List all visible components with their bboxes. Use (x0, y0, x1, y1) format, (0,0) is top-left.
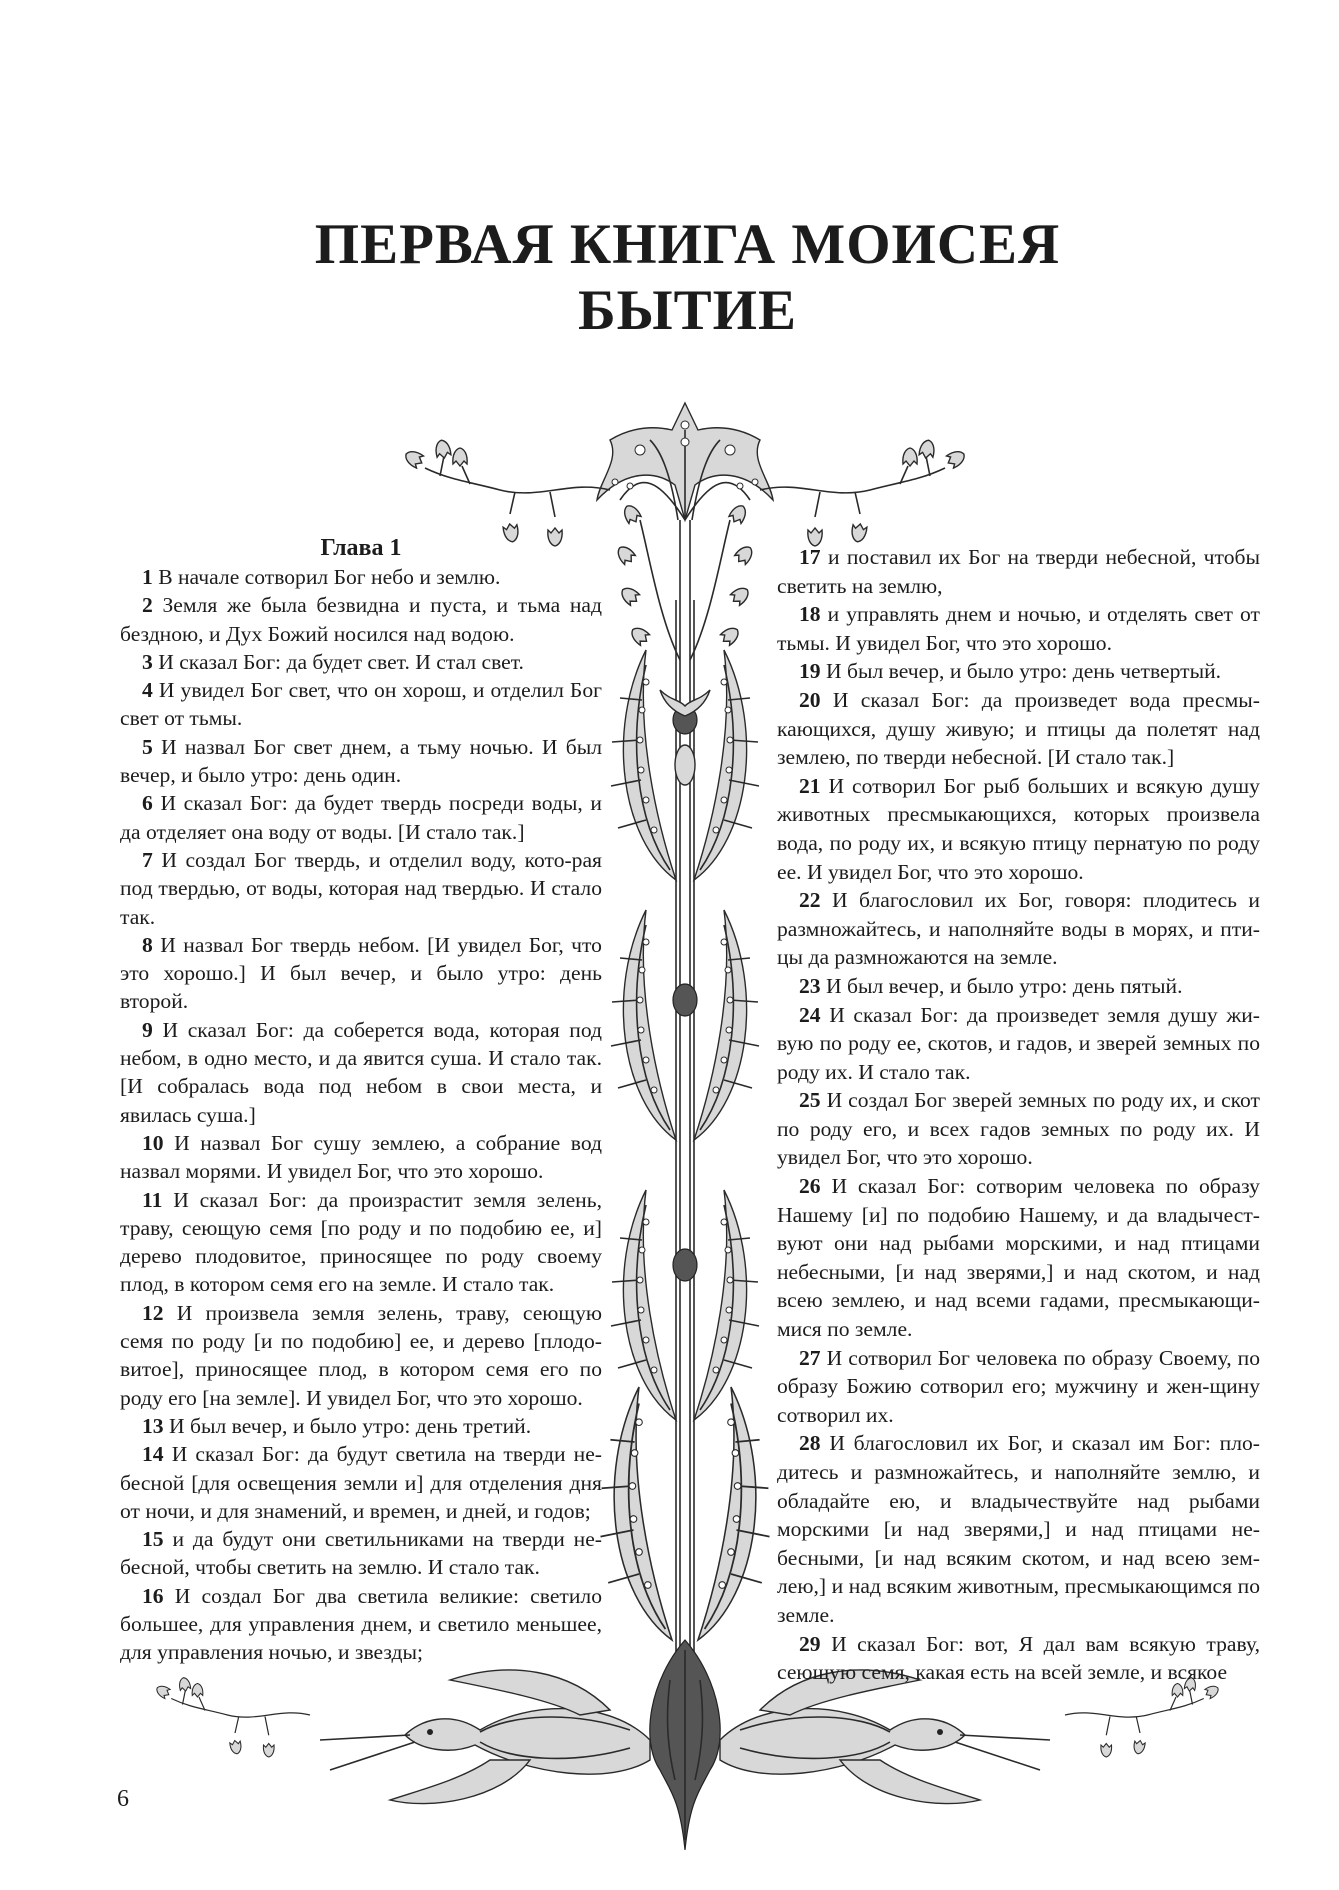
verse-text: И сказал Бог: да будут светила на тверди не-бесной [для освещения земли и] для отделения дня от ночи, и для знамений, и времен, и дней, и годов; (120, 1442, 602, 1523)
verse-number: 22 (799, 888, 821, 913)
verse-text: И создал Бог два светила великие: светило большее, для управления днем, и светило меньшее, для управления ночью, и звезды; (120, 1583, 602, 1665)
verse-number: 8 (142, 932, 153, 957)
verse-number: 23 (799, 973, 821, 998)
verse-text: И благословил их Бог, говоря: плодитесь и размножайтесь, и наполняйте воды в морях, и пти-цы да размножаются на земле. (777, 888, 1260, 970)
verse (120, 733, 602, 790)
verse-text: И был вечер, и было утро: день третий. (169, 1413, 532, 1438)
verse-text: И создал Бог зверей земных по роду их, и скот по роду его, и всех гадов земных по роду их. И увидел Бог, что это хорошо. (777, 1088, 1260, 1170)
page-number: 6 (117, 1786, 129, 1812)
verse-number: 19 (799, 659, 821, 684)
verse (120, 563, 602, 591)
verse-number: 16 (142, 1583, 164, 1608)
verse-number: 4 (142, 678, 153, 703)
verse-number: 21 (799, 773, 821, 798)
verse-text: И сотворил Бог рыб больших и всякую душу животных пресмыкающихся, которых произвела вода, по роду их, и всякую птицу пернатую по роду ее. И увидел Бог, что это хорошо. (777, 773, 1260, 884)
verse-number: 12 (142, 1300, 164, 1325)
verse-text: В начале сотворил Бог небо и землю. (158, 565, 501, 589)
verse-number: 6 (142, 791, 153, 816)
verse-number: 5 (142, 734, 153, 759)
verse-number: 1 (142, 565, 153, 589)
verse-number: 13 (142, 1413, 164, 1438)
verse (120, 1129, 602, 1186)
verse-number: 27 (799, 1345, 821, 1370)
verse-text: И сказал Бог: да будет твердь посреди воды, и да отделяет она воду от воды. [И стало так.] (120, 791, 602, 844)
verse-text: и управлять днем и ночью, и отделять свет от тьмы. И увидел Бог, что это хорошо. (777, 602, 1260, 655)
ornament-leaves (601, 650, 770, 1640)
verse-number: 24 (799, 1002, 821, 1027)
verse-text: И создал Бог твердь, и отделил воду, кото-рая под твердью, от воды, которая над твердью. И стало так. (120, 847, 602, 929)
book-title-line-2: БЫТИЕ (577, 279, 798, 342)
verse-number: 17 (799, 545, 821, 569)
verse (120, 648, 602, 676)
verse-number: 10 (142, 1130, 164, 1155)
verse (777, 1630, 1260, 1687)
verse-text: И сказал Бог: да будет свет. И стал свет. (158, 649, 524, 674)
verse (777, 772, 1260, 886)
verse (777, 1086, 1260, 1172)
verse (120, 931, 602, 1016)
verse-number: 14 (142, 1442, 164, 1467)
verse (120, 591, 602, 648)
verse-number: 18 (799, 602, 821, 627)
verse-text: И сказал Бог: да произрастит земля зелень, траву, сеющую семя [по роду и по подобию ее, и] дерево плодовитое, приносящее по роду своему плод, в котором семя его на земле. И стало так. (120, 1187, 602, 1297)
verse (777, 1344, 1260, 1430)
verse-text: И назвал Бог свет днем, а тьму ночью. И был вечер, и было утро: день один. (120, 734, 602, 788)
verse-text: И сказал Бог: вот, Я дал вам всякую траву, сеющую семя, какая есть на всей земле, и всякое (777, 1631, 1260, 1685)
verse-text: И назвал Бог твердь небом. [И увидел Бог, что это хорошо.] И был вечер, и было утро: день второй. (120, 932, 602, 1014)
verse-text: И произвела земля зелень, траву, сеющую семя по роду [и по подобию] ее, и дерево [плодо-витое], приносящее плод, в котором семя его по роду его [на земле]. И увидел Бог, что это хорошо. (120, 1300, 602, 1410)
verse (777, 972, 1260, 1001)
verse-number: 26 (799, 1174, 821, 1199)
verse-number: 20 (799, 687, 821, 712)
ornament-crown (597, 403, 773, 520)
verse (120, 1016, 602, 1129)
verse (777, 1429, 1260, 1629)
verse (120, 789, 602, 846)
verse (777, 1172, 1260, 1344)
verse-text: И сказал Бог: да соберется вода, которая под небом, в одно место, и да явится суша. И стало так. [И собралась вода под небом в свои места, и явилась суша.] (120, 1017, 602, 1127)
verse-number: 25 (799, 1088, 821, 1113)
verse-text: и да будут они светильниками на тверди не-бесной, чтобы светить на землю. И стало так. (120, 1527, 602, 1580)
verse-list-right (777, 543, 1260, 1687)
verse (120, 1582, 602, 1667)
verse-number: 28 (799, 1431, 821, 1456)
verse (777, 686, 1260, 772)
verse-number: 15 (142, 1527, 164, 1552)
verse-text: И сказал Бог: сотворим человека по образу Нашему [и] по подобию Нашему, и да владычест-вуют они над рыбами морскими, и над птицами небесными, [и над зверями,] и над скотом, и над всею землею, и над всеми гадами, пресмыкающи-мися по земле. (777, 1174, 1260, 1342)
verse (120, 1440, 602, 1525)
verse (120, 1525, 602, 1582)
verse-text: И сказал Бог: да произведет вода пресмы-кающихся, душу живую; и птицы да полетят над землею, по тверди небесной. [И стало так.] (777, 687, 1260, 770)
verse-number: 7 (142, 847, 153, 872)
verse-text: И назвал Бог сушу землею, а собрание вод назвал морями. И увидел Бог, что это хорошо. (120, 1130, 602, 1184)
verse (120, 846, 602, 931)
verse (777, 1001, 1260, 1087)
verse-number: 9 (142, 1017, 153, 1042)
verse-text: И сотворил Бог человека по образу Своему, по образу Божию сотворил его; мужчину и жен-щину сотворил их. (777, 1345, 1260, 1427)
verse-text: Земля же была безвидна и пуста, и тьма над бездною, и Дух Божий носился над водою. (120, 593, 602, 646)
verse (777, 600, 1260, 657)
verse-number: 29 (799, 1631, 821, 1656)
verse (777, 543, 1260, 600)
verse (120, 1299, 602, 1412)
verse-text: И был вечер, и было утро: день пятый. (826, 973, 1183, 998)
verse-text: И увидел Бог свет, что он хорош, и отделил Бог свет от тьмы. (120, 678, 602, 731)
right-text-column (777, 543, 1260, 1687)
verse (777, 886, 1260, 972)
verse (777, 657, 1260, 686)
book-title (0, 212, 1339, 344)
verse-number: 11 (142, 1187, 163, 1212)
verse (120, 1412, 602, 1440)
verse-text: И был вечер, и было утро: день четвертый. (826, 659, 1222, 684)
verse-list-left (120, 563, 602, 1667)
book-title-line-1: ПЕРВАЯ КНИГА МОИСЕЯ (314, 213, 1061, 276)
verse-text: и поставил их Бог на тверди небесной, чтобы светить на землю, (777, 545, 1260, 598)
verse (120, 1186, 602, 1299)
verse-number: 3 (142, 649, 153, 674)
chapter-heading: Глава 1 (320, 535, 402, 561)
verse (120, 676, 602, 733)
left-text-column (120, 534, 602, 1667)
verse-text: И благословил их Бог, и сказал им Бог: пло-дитесь и размножайтесь, и наполняйте землю, и обладайте ею, и владычествуйте над рыбами морскими [и над зверями,] и над птицами не-бесными, [и над всяким скотом, и над всею зем-лею,] и над всяким животным, пресмыкающимся по земле. (777, 1431, 1260, 1627)
verse-text: И сказал Бог: да произведет земля душу жи-вую по роду ее, скотов, и гадов, и зверей земных по роду их. И стало так. (777, 1002, 1260, 1084)
verse-number: 2 (142, 593, 153, 618)
